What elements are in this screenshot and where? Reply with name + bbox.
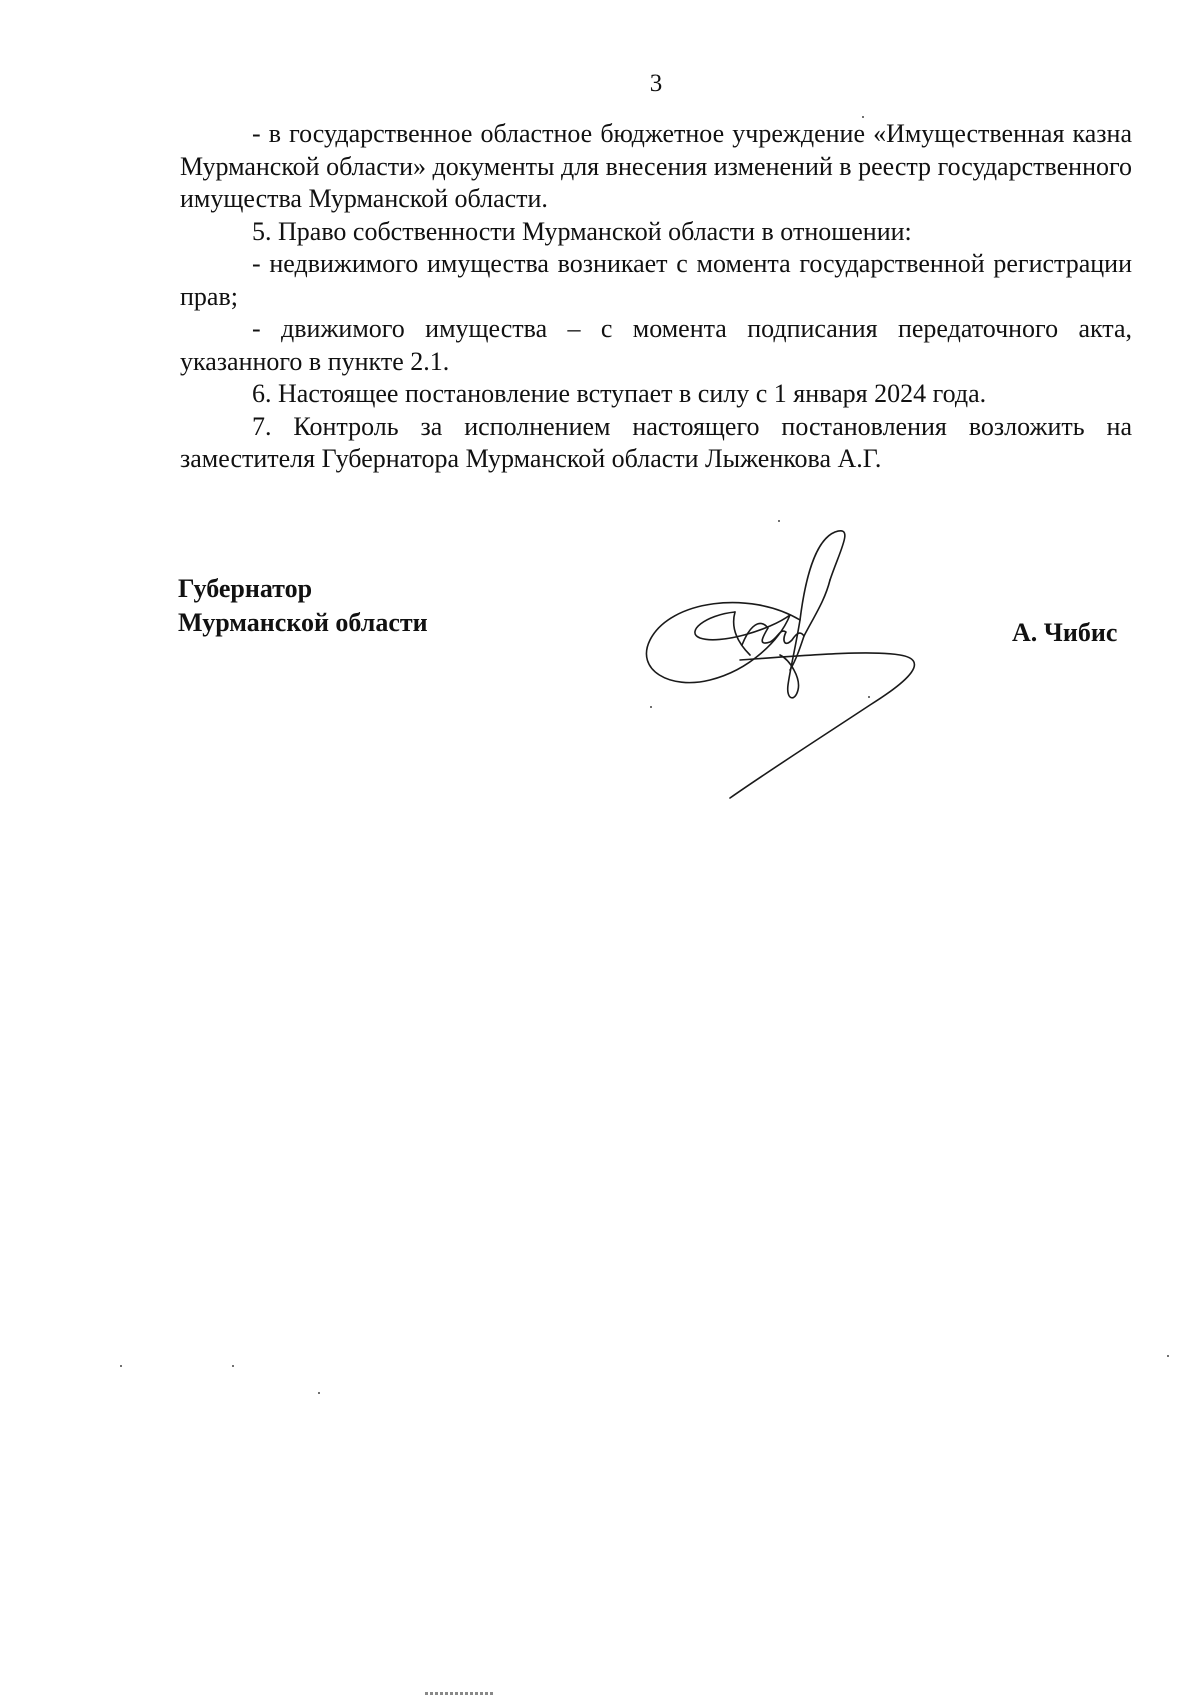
signatory-title-line2: Мурманской области: [178, 608, 428, 637]
scan-artifact: [425, 1692, 495, 1695]
paragraph-6-effective-date: 6. Настоящее постановление вступает в силу с 1 января 2024 года.: [252, 379, 987, 408]
signatory-title: [178, 572, 428, 640]
signatory-title-line1: Губернатор: [178, 574, 313, 603]
paragraph-5-ownership: 5. Право собственности Мурманской области в отношении:: [252, 216, 912, 246]
page-number: 3: [649, 70, 663, 97]
scan-speck: [862, 116, 864, 118]
document-body: [180, 118, 1132, 476]
handwritten-signature: [630, 520, 970, 800]
scan-speck: [1167, 1355, 1169, 1357]
scan-speck: [650, 706, 652, 708]
scan-speck: [232, 1365, 234, 1367]
scan-speck: [778, 520, 780, 522]
paragraph-movable-property: - движимого имущества – с момента подписания передаточного акта, указанного в пункте 2.1.: [180, 314, 1132, 376]
scan-speck: [868, 696, 870, 698]
paragraph-real-estate: - недвижимого имущества возникает с момента государственной регистрации прав;: [180, 249, 1132, 311]
signatory-name: А. Чибис: [1012, 618, 1118, 647]
paragraph-7-control: 7. Контроль за исполнением настоящего постановления возложить на заместителя Губернатора Мурманской области Лыженкова А.Г.: [180, 411, 1132, 473]
paragraph-treasury-documents: - в государственное областное бюджетное учреждение «Имущественная казна Мурманской области» документы для внесения изменений в реестр государственного имущества Мурманской области.: [180, 119, 1132, 213]
scan-speck: [318, 1392, 320, 1394]
scan-speck: [120, 1365, 122, 1367]
